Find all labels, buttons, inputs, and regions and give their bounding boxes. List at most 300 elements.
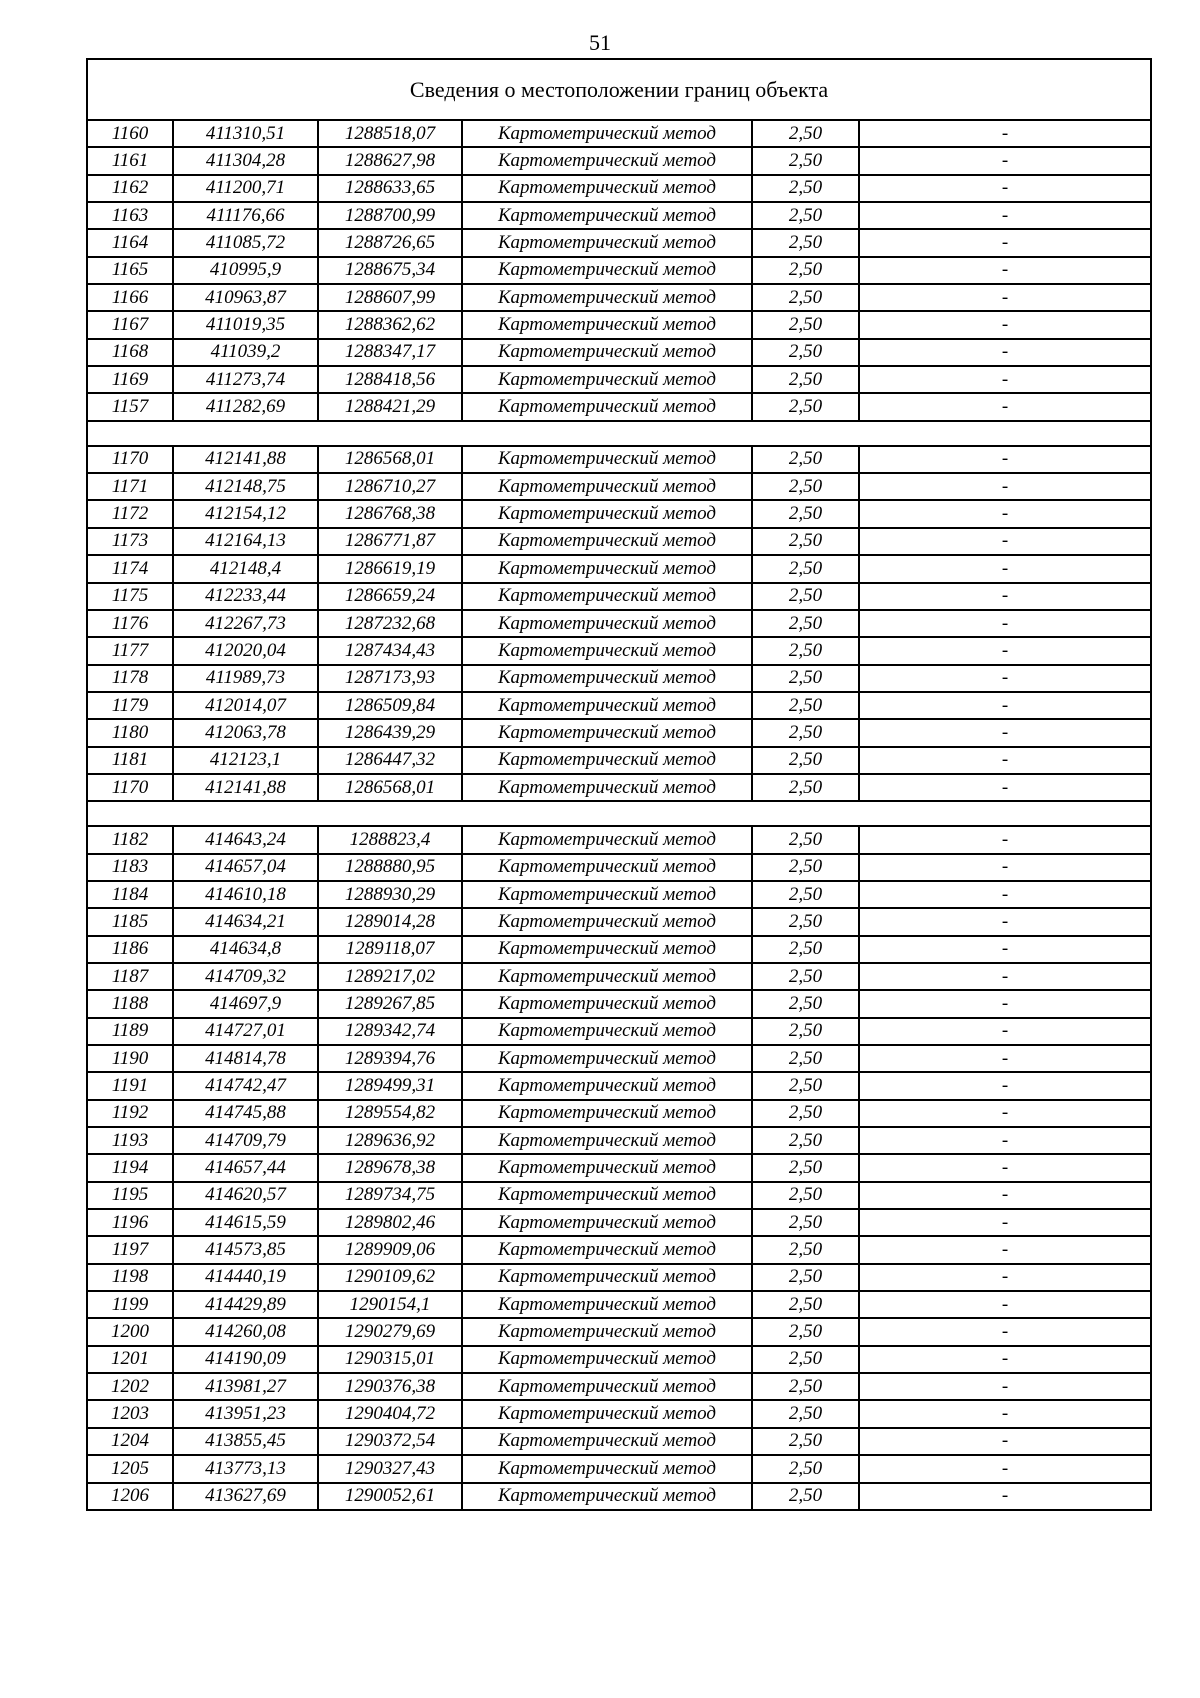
table-row: [87, 1428, 1151, 1455]
point-number-cell: 1205: [87, 1455, 173, 1482]
x-coordinate-cell: 414709,32: [173, 963, 318, 990]
y-coordinate-cell: 1289394,76: [318, 1045, 462, 1072]
table-row: [87, 1018, 1151, 1045]
accuracy-cell: 2,50: [752, 990, 859, 1017]
y-coordinate-cell: 1290327,43: [318, 1455, 462, 1482]
x-coordinate-cell: 411273,74: [173, 366, 318, 393]
accuracy-cell: 2,50: [752, 881, 859, 908]
method-cell: Картометрический метод: [462, 229, 752, 256]
description-cell: -: [859, 990, 1151, 1017]
accuracy-cell: 2,50: [752, 1182, 859, 1209]
accuracy-cell: 2,50: [752, 120, 859, 147]
x-coordinate-cell: 412063,78: [173, 719, 318, 746]
point-number-cell: 1203: [87, 1400, 173, 1427]
y-coordinate-cell: 1286439,29: [318, 719, 462, 746]
accuracy-cell: 2,50: [752, 1236, 859, 1263]
y-coordinate-cell: 1290279,69: [318, 1318, 462, 1345]
point-number-cell: 1197: [87, 1236, 173, 1263]
method-cell: Картометрический метод: [462, 1291, 752, 1318]
y-coordinate-cell: 1288633,65: [318, 175, 462, 202]
y-coordinate-cell: 1288930,29: [318, 881, 462, 908]
accuracy-cell: 2,50: [752, 1373, 859, 1400]
point-number-cell: 1191: [87, 1072, 173, 1099]
table-row: [87, 1291, 1151, 1318]
point-number-cell: 1200: [87, 1318, 173, 1345]
description-cell: -: [859, 1018, 1151, 1045]
method-cell: Картометрический метод: [462, 284, 752, 311]
point-number-cell: 1172: [87, 500, 173, 527]
point-number-cell: 1204: [87, 1428, 173, 1455]
table-row: [87, 120, 1151, 147]
description-cell: -: [859, 500, 1151, 527]
description-cell: -: [859, 826, 1151, 853]
method-cell: Картометрический метод: [462, 1428, 752, 1455]
accuracy-cell: 2,50: [752, 147, 859, 174]
table-row: [87, 774, 1151, 801]
method-cell: Картометрический метод: [462, 719, 752, 746]
x-coordinate-cell: 412267,73: [173, 610, 318, 637]
point-number-cell: 1184: [87, 881, 173, 908]
accuracy-cell: 2,50: [752, 257, 859, 284]
table-row: [87, 393, 1151, 420]
point-number-cell: 1171: [87, 473, 173, 500]
x-coordinate-cell: 413855,45: [173, 1428, 318, 1455]
method-cell: Картометрический метод: [462, 1264, 752, 1291]
table-row: [87, 1072, 1151, 1099]
description-cell: -: [859, 284, 1151, 311]
description-cell: -: [859, 147, 1151, 174]
method-cell: Картометрический метод: [462, 202, 752, 229]
accuracy-cell: 2,50: [752, 555, 859, 582]
x-coordinate-cell: 412014,07: [173, 692, 318, 719]
description-cell: -: [859, 446, 1151, 473]
point-number-cell: 1193: [87, 1127, 173, 1154]
accuracy-cell: 2,50: [752, 175, 859, 202]
x-coordinate-cell: 412020,04: [173, 637, 318, 664]
y-coordinate-cell: 1290154,1: [318, 1291, 462, 1318]
method-cell: Картометрический метод: [462, 446, 752, 473]
x-coordinate-cell: 410963,87: [173, 284, 318, 311]
point-number-cell: 1173: [87, 528, 173, 555]
method-cell: Картометрический метод: [462, 175, 752, 202]
y-coordinate-cell: 1286509,84: [318, 692, 462, 719]
method-cell: Картометрический метод: [462, 610, 752, 637]
description-cell: -: [859, 1291, 1151, 1318]
description-cell: -: [859, 1483, 1151, 1510]
x-coordinate-cell: 413773,13: [173, 1455, 318, 1482]
point-number-cell: 1174: [87, 555, 173, 582]
y-coordinate-cell: 1288518,07: [318, 120, 462, 147]
accuracy-cell: 2,50: [752, 1045, 859, 1072]
description-cell: -: [859, 610, 1151, 637]
x-coordinate-cell: 412148,4: [173, 555, 318, 582]
accuracy-cell: 2,50: [752, 610, 859, 637]
point-number-cell: 1194: [87, 1154, 173, 1181]
table-row: [87, 202, 1151, 229]
accuracy-cell: 2,50: [752, 1072, 859, 1099]
y-coordinate-cell: 1286659,24: [318, 583, 462, 610]
point-number-cell: 1176: [87, 610, 173, 637]
description-cell: -: [859, 1209, 1151, 1236]
method-cell: Картометрический метод: [462, 747, 752, 774]
y-coordinate-cell: 1289499,31: [318, 1072, 462, 1099]
x-coordinate-cell: 411176,66: [173, 202, 318, 229]
table-row: [87, 528, 1151, 555]
method-cell: Картометрический метод: [462, 936, 752, 963]
y-coordinate-cell: 1289636,92: [318, 1127, 462, 1154]
y-coordinate-cell: 1290315,01: [318, 1346, 462, 1373]
description-cell: -: [859, 936, 1151, 963]
y-coordinate-cell: 1290052,61: [318, 1483, 462, 1510]
method-cell: Картометрический метод: [462, 908, 752, 935]
y-coordinate-cell: 1289802,46: [318, 1209, 462, 1236]
table-row: [87, 555, 1151, 582]
accuracy-cell: 2,50: [752, 1209, 859, 1236]
x-coordinate-cell: 414727,01: [173, 1018, 318, 1045]
method-cell: Картометрический метод: [462, 500, 752, 527]
table-row: [87, 908, 1151, 935]
y-coordinate-cell: 1289909,06: [318, 1236, 462, 1263]
method-cell: Картометрический метод: [462, 1373, 752, 1400]
group-separator-row: [87, 421, 1151, 446]
point-number-cell: 1170: [87, 446, 173, 473]
y-coordinate-cell: 1288675,34: [318, 257, 462, 284]
description-cell: -: [859, 202, 1151, 229]
y-coordinate-cell: 1288362,62: [318, 311, 462, 338]
group-separator-cell: [87, 801, 1151, 826]
description-cell: -: [859, 1154, 1151, 1181]
accuracy-cell: 2,50: [752, 908, 859, 935]
y-coordinate-cell: 1290109,62: [318, 1264, 462, 1291]
description-cell: -: [859, 1318, 1151, 1345]
accuracy-cell: 2,50: [752, 826, 859, 853]
description-cell: -: [859, 229, 1151, 256]
description-cell: -: [859, 555, 1151, 582]
point-number-cell: 1169: [87, 366, 173, 393]
table-row: [87, 610, 1151, 637]
y-coordinate-cell: 1286447,32: [318, 747, 462, 774]
table-row: [87, 1400, 1151, 1427]
description-cell: -: [859, 665, 1151, 692]
description-cell: -: [859, 719, 1151, 746]
accuracy-cell: 2,50: [752, 393, 859, 420]
method-cell: Картометрический метод: [462, 1346, 752, 1373]
x-coordinate-cell: 414610,18: [173, 881, 318, 908]
y-coordinate-cell: 1286768,38: [318, 500, 462, 527]
accuracy-cell: 2,50: [752, 747, 859, 774]
method-cell: Картометрический метод: [462, 583, 752, 610]
table-row: [87, 311, 1151, 338]
y-coordinate-cell: 1288607,99: [318, 284, 462, 311]
accuracy-cell: 2,50: [752, 500, 859, 527]
accuracy-cell: 2,50: [752, 719, 859, 746]
point-number-cell: 1182: [87, 826, 173, 853]
point-number-cell: 1164: [87, 229, 173, 256]
table-row: [87, 583, 1151, 610]
table-row: [87, 1373, 1151, 1400]
x-coordinate-cell: 414634,21: [173, 908, 318, 935]
accuracy-cell: 2,50: [752, 1428, 859, 1455]
method-cell: Картометрический метод: [462, 555, 752, 582]
description-cell: -: [859, 339, 1151, 366]
accuracy-cell: 2,50: [752, 339, 859, 366]
method-cell: Картометрический метод: [462, 1154, 752, 1181]
accuracy-cell: 2,50: [752, 284, 859, 311]
y-coordinate-cell: 1287434,43: [318, 637, 462, 664]
y-coordinate-cell: 1288700,99: [318, 202, 462, 229]
x-coordinate-cell: 411085,72: [173, 229, 318, 256]
method-cell: Картометрический метод: [462, 1072, 752, 1099]
point-number-cell: 1179: [87, 692, 173, 719]
point-number-cell: 1196: [87, 1209, 173, 1236]
x-coordinate-cell: 413627,69: [173, 1483, 318, 1510]
description-cell: -: [859, 120, 1151, 147]
x-coordinate-cell: 412123,1: [173, 747, 318, 774]
point-number-cell: 1183: [87, 854, 173, 881]
description-cell: -: [859, 908, 1151, 935]
table-row: [87, 1154, 1151, 1181]
table-row: [87, 284, 1151, 311]
x-coordinate-cell: 414657,04: [173, 854, 318, 881]
description-cell: -: [859, 1100, 1151, 1127]
accuracy-cell: 2,50: [752, 1400, 859, 1427]
method-cell: Картометрический метод: [462, 1236, 752, 1263]
point-number-cell: 1188: [87, 990, 173, 1017]
point-number-cell: 1170: [87, 774, 173, 801]
x-coordinate-cell: 412154,12: [173, 500, 318, 527]
accuracy-cell: 2,50: [752, 1100, 859, 1127]
table-row: [87, 881, 1151, 908]
y-coordinate-cell: 1288726,65: [318, 229, 462, 256]
method-cell: Картометрический метод: [462, 257, 752, 284]
y-coordinate-cell: 1287173,93: [318, 665, 462, 692]
x-coordinate-cell: 414742,47: [173, 1072, 318, 1099]
x-coordinate-cell: 414615,59: [173, 1209, 318, 1236]
method-cell: Картометрический метод: [462, 147, 752, 174]
x-coordinate-cell: 414814,78: [173, 1045, 318, 1072]
method-cell: Картометрический метод: [462, 881, 752, 908]
description-cell: -: [859, 583, 1151, 610]
table-row: [87, 1483, 1151, 1510]
accuracy-cell: 2,50: [752, 1483, 859, 1510]
x-coordinate-cell: 412141,88: [173, 774, 318, 801]
y-coordinate-cell: 1289342,74: [318, 1018, 462, 1045]
x-coordinate-cell: 414440,19: [173, 1264, 318, 1291]
x-coordinate-cell: 411039,2: [173, 339, 318, 366]
y-coordinate-cell: 1288823,4: [318, 826, 462, 853]
point-number-cell: 1181: [87, 747, 173, 774]
y-coordinate-cell: 1288880,95: [318, 854, 462, 881]
point-number-cell: 1161: [87, 147, 173, 174]
method-cell: Картометрический метод: [462, 774, 752, 801]
table-row: [87, 1045, 1151, 1072]
x-coordinate-cell: 414260,08: [173, 1318, 318, 1345]
x-coordinate-cell: 414190,09: [173, 1346, 318, 1373]
point-number-cell: 1168: [87, 339, 173, 366]
method-cell: Картометрический метод: [462, 473, 752, 500]
table-title: Сведения о местоположении границ объекта: [87, 59, 1151, 120]
point-number-cell: 1187: [87, 963, 173, 990]
accuracy-cell: 2,50: [752, 311, 859, 338]
accuracy-cell: 2,50: [752, 774, 859, 801]
accuracy-cell: 2,50: [752, 1346, 859, 1373]
method-cell: Картометрический метод: [462, 120, 752, 147]
accuracy-cell: 2,50: [752, 936, 859, 963]
x-coordinate-cell: 414643,24: [173, 826, 318, 853]
y-coordinate-cell: 1289267,85: [318, 990, 462, 1017]
point-number-cell: 1166: [87, 284, 173, 311]
method-cell: Картометрический метод: [462, 1209, 752, 1236]
x-coordinate-cell: 411019,35: [173, 311, 318, 338]
x-coordinate-cell: 414429,89: [173, 1291, 318, 1318]
point-number-cell: 1180: [87, 719, 173, 746]
accuracy-cell: 2,50: [752, 1154, 859, 1181]
point-number-cell: 1189: [87, 1018, 173, 1045]
y-coordinate-cell: 1290376,38: [318, 1373, 462, 1400]
x-coordinate-cell: 412233,44: [173, 583, 318, 610]
accuracy-cell: 2,50: [752, 583, 859, 610]
point-number-cell: 1201: [87, 1346, 173, 1373]
accuracy-cell: 2,50: [752, 665, 859, 692]
description-cell: -: [859, 1400, 1151, 1427]
y-coordinate-cell: 1286710,27: [318, 473, 462, 500]
table-row: [87, 665, 1151, 692]
page-number: 51: [589, 30, 611, 55]
accuracy-cell: 2,50: [752, 692, 859, 719]
description-cell: -: [859, 175, 1151, 202]
y-coordinate-cell: 1290404,72: [318, 1400, 462, 1427]
method-cell: Картометрический метод: [462, 393, 752, 420]
table-row: [87, 446, 1151, 473]
point-number-cell: 1198: [87, 1264, 173, 1291]
point-number-cell: 1185: [87, 908, 173, 935]
table-row: [87, 990, 1151, 1017]
method-cell: Картометрический метод: [462, 1100, 752, 1127]
method-cell: Картометрический метод: [462, 366, 752, 393]
group-separator-row: [87, 801, 1151, 826]
description-cell: -: [859, 1127, 1151, 1154]
point-number-cell: 1160: [87, 120, 173, 147]
table-row: [87, 963, 1151, 990]
method-cell: Картометрический метод: [462, 1400, 752, 1427]
accuracy-cell: 2,50: [752, 473, 859, 500]
point-number-cell: 1190: [87, 1045, 173, 1072]
table-row: [87, 1318, 1151, 1345]
x-coordinate-cell: 414697,9: [173, 990, 318, 1017]
accuracy-cell: 2,50: [752, 1018, 859, 1045]
description-cell: -: [859, 1264, 1151, 1291]
table-row: [87, 1346, 1151, 1373]
y-coordinate-cell: 1288421,29: [318, 393, 462, 420]
method-cell: Картометрический метод: [462, 854, 752, 881]
x-coordinate-cell: 412148,75: [173, 473, 318, 500]
point-number-cell: 1178: [87, 665, 173, 692]
description-cell: -: [859, 257, 1151, 284]
description-cell: -: [859, 366, 1151, 393]
point-number-cell: 1167: [87, 311, 173, 338]
x-coordinate-cell: 414634,8: [173, 936, 318, 963]
method-cell: Картометрический метод: [462, 339, 752, 366]
x-coordinate-cell: 412141,88: [173, 446, 318, 473]
y-coordinate-cell: 1286568,01: [318, 446, 462, 473]
table-row: [87, 147, 1151, 174]
accuracy-cell: 2,50: [752, 963, 859, 990]
table-row: [87, 1264, 1151, 1291]
description-cell: -: [859, 1072, 1151, 1099]
accuracy-cell: 2,50: [752, 446, 859, 473]
table-row: [87, 175, 1151, 202]
method-cell: Картометрический метод: [462, 637, 752, 664]
table-row: [87, 719, 1151, 746]
accuracy-cell: 2,50: [752, 854, 859, 881]
point-number-cell: 1162: [87, 175, 173, 202]
x-coordinate-cell: 414745,88: [173, 1100, 318, 1127]
x-coordinate-cell: 410995,9: [173, 257, 318, 284]
y-coordinate-cell: 1288627,98: [318, 147, 462, 174]
point-number-cell: 1157: [87, 393, 173, 420]
accuracy-cell: 2,50: [752, 202, 859, 229]
accuracy-cell: 2,50: [752, 1318, 859, 1345]
description-cell: -: [859, 881, 1151, 908]
table-row: [87, 1182, 1151, 1209]
point-number-cell: 1163: [87, 202, 173, 229]
description-cell: -: [859, 637, 1151, 664]
x-coordinate-cell: 411310,51: [173, 120, 318, 147]
point-number-cell: 1202: [87, 1373, 173, 1400]
y-coordinate-cell: 1289217,02: [318, 963, 462, 990]
point-number-cell: 1165: [87, 257, 173, 284]
description-cell: -: [859, 1455, 1151, 1482]
description-cell: -: [859, 528, 1151, 555]
point-number-cell: 1206: [87, 1483, 173, 1510]
x-coordinate-cell: 411200,71: [173, 175, 318, 202]
description-cell: -: [859, 1182, 1151, 1209]
method-cell: Картометрический метод: [462, 311, 752, 338]
y-coordinate-cell: 1286771,87: [318, 528, 462, 555]
table-row: [87, 1455, 1151, 1482]
description-cell: -: [859, 1045, 1151, 1072]
method-cell: Картометрический метод: [462, 665, 752, 692]
table-row: [87, 1236, 1151, 1263]
y-coordinate-cell: 1290372,54: [318, 1428, 462, 1455]
point-number-cell: 1177: [87, 637, 173, 664]
table-row: [87, 229, 1151, 256]
accuracy-cell: 2,50: [752, 1455, 859, 1482]
table-title-row: [87, 59, 1151, 120]
method-cell: Картометрический метод: [462, 1182, 752, 1209]
accuracy-cell: 2,50: [752, 637, 859, 664]
description-cell: -: [859, 1346, 1151, 1373]
y-coordinate-cell: 1287232,68: [318, 610, 462, 637]
table-row: [87, 936, 1151, 963]
method-cell: Картометрический метод: [462, 826, 752, 853]
point-number-cell: 1199: [87, 1291, 173, 1318]
y-coordinate-cell: 1289014,28: [318, 908, 462, 935]
x-coordinate-cell: 414657,44: [173, 1154, 318, 1181]
point-number-cell: 1175: [87, 583, 173, 610]
accuracy-cell: 2,50: [752, 528, 859, 555]
accuracy-cell: 2,50: [752, 1127, 859, 1154]
accuracy-cell: 2,50: [752, 1291, 859, 1318]
table-row: [87, 500, 1151, 527]
description-cell: -: [859, 963, 1151, 990]
table-row: [87, 366, 1151, 393]
x-coordinate-cell: 413981,27: [173, 1373, 318, 1400]
method-cell: Картометрический метод: [462, 1318, 752, 1345]
table-row: [87, 1100, 1151, 1127]
x-coordinate-cell: 414709,79: [173, 1127, 318, 1154]
method-cell: Картометрический метод: [462, 528, 752, 555]
